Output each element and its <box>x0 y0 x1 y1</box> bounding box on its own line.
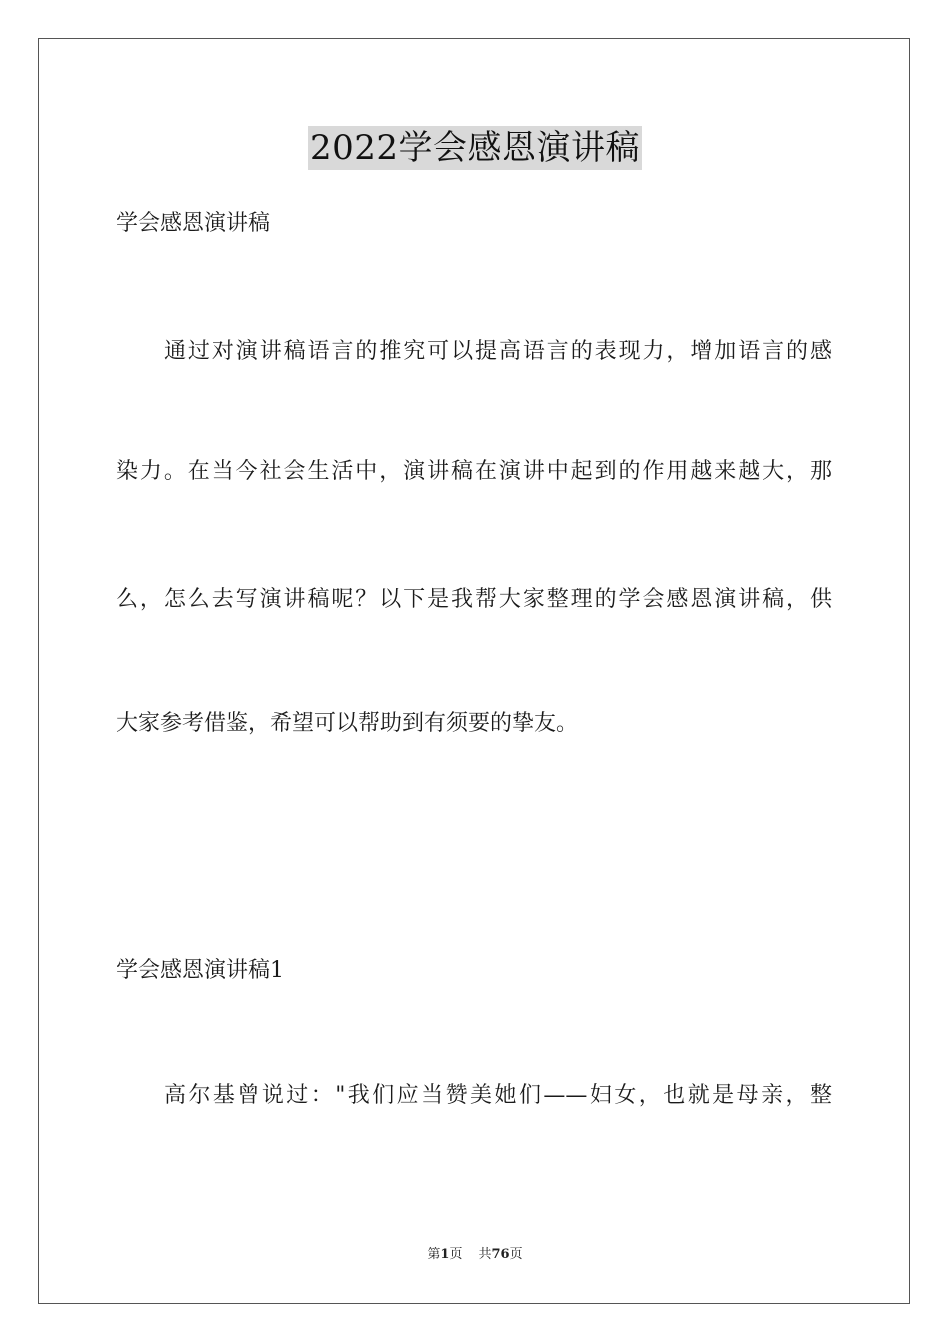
footer-total-prefix: 共 <box>478 1247 492 1262</box>
paragraph-line: 通过对演讲稿语言的推究可以提高语言的表现力，增加语言的感 <box>164 339 832 364</box>
page-footer <box>0 1246 950 1264</box>
document-subtitle: 学会感恩演讲稿 <box>116 211 271 236</box>
paragraph-line: 大家参考借鉴，希望可以帮助到有须要的挚友。 <box>116 711 579 736</box>
section-heading: 学会感恩演讲稿1 <box>116 958 284 983</box>
footer-page-prefix: 第 <box>427 1247 441 1262</box>
paragraph-line: 高尔基曾说过："我们应当赞美她们——妇女，也就是母亲，整 <box>164 1083 832 1108</box>
footer-total-pages: 76 <box>491 1247 510 1262</box>
paragraph-line: 么，怎么去写演讲稿呢？以下是我帮大家整理的学会感恩演讲稿，供 <box>116 587 832 612</box>
footer-total-suffix: 页 <box>509 1247 523 1262</box>
title-container <box>0 126 950 170</box>
footer-page-number: 1 <box>440 1247 450 1262</box>
paragraph-line: 染力。在当今社会生活中，演讲稿在演讲中起到的作用越来越大，那 <box>116 459 832 484</box>
document-title: 2022学会感恩演讲稿 <box>309 128 641 168</box>
footer-page-suffix: 页 <box>449 1247 463 1262</box>
